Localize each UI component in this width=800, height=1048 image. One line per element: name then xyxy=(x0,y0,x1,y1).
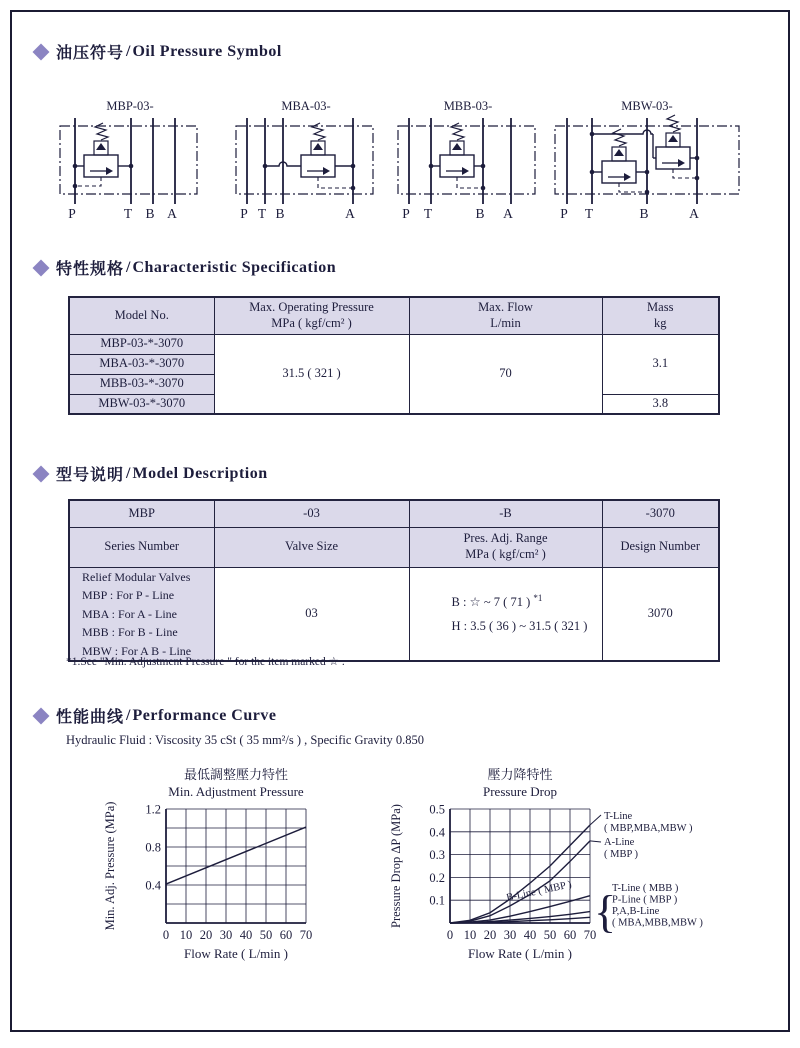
svg-text:40: 40 xyxy=(523,928,537,942)
spec-mass-value-bottom: 3.8 xyxy=(602,394,719,414)
svg-text:20: 20 xyxy=(483,928,497,942)
diamond-icon xyxy=(33,707,50,724)
symbol-mbb xyxy=(393,98,543,224)
spec-header-model: Model No. xyxy=(69,297,214,334)
model-code-size: -03 xyxy=(214,500,409,527)
svg-text:0: 0 xyxy=(446,928,454,942)
range-b-footnote-marker: *1 xyxy=(533,592,543,603)
spec-model-cell: MBB-03-*-3070 xyxy=(69,374,214,394)
section-title-zh: 型号说明 xyxy=(56,467,125,484)
symbol-title-mba: MBA-03- xyxy=(281,99,331,113)
section-header-model-description xyxy=(33,462,268,485)
min-adjustment-pressure-plot xyxy=(100,801,320,973)
section-title-en: Model Description xyxy=(132,464,268,482)
section-header-characteristic-specification xyxy=(33,256,336,279)
svg-text:0.1: 0.1 xyxy=(429,893,445,908)
title-separator: / xyxy=(126,706,131,724)
spec-model-cell: MBA-03-*-3070 xyxy=(69,354,214,374)
hydraulic-symbols-row xyxy=(55,98,765,233)
svg-text:B: B xyxy=(145,206,155,221)
svg-text:Pressure Drop ΔP (MPa): Pressure Drop ΔP (MPa) xyxy=(389,804,403,928)
pressure-drop-plot xyxy=(389,801,782,973)
svg-text:T: T xyxy=(123,206,133,221)
model-code-series: MBP xyxy=(69,500,214,527)
section-header-oil-pressure-symbol xyxy=(33,40,282,63)
section-title-zh: 性能曲线 xyxy=(56,709,125,726)
section-header-performance-curve xyxy=(33,704,276,727)
section-title-en: Oil Pressure Symbol xyxy=(132,42,282,60)
model-label-series: Series Number xyxy=(69,527,214,567)
svg-text:A-Line: A-Line xyxy=(604,837,635,848)
min-adjustment-pressure-chart xyxy=(100,766,320,973)
specification-table xyxy=(68,296,720,415)
range-line-h: H : 3.5 ( 36 ) ~ 31.5 ( 321 ) xyxy=(451,618,588,633)
symbol-title-mbp: MBP-03- xyxy=(106,99,154,113)
chart-titles xyxy=(100,766,320,800)
spec-mass-value-top: 3.1 xyxy=(602,334,719,394)
series-line: MBB : For B - Line xyxy=(82,625,178,640)
svg-text:70: 70 xyxy=(299,928,313,942)
model-code-design: -3070 xyxy=(602,500,719,527)
mba-hydraulic-symbol xyxy=(231,114,381,224)
svg-text:50: 50 xyxy=(543,928,557,942)
chart-title-en: Min. Adjustment Pressure xyxy=(168,784,304,799)
spec-header-mass xyxy=(602,297,719,334)
svg-text:Min. Adj. Pressure (MPa): Min. Adj. Pressure (MPa) xyxy=(103,801,117,931)
range-line-b xyxy=(452,590,598,615)
svg-text:T: T xyxy=(423,206,433,221)
spec-header-pressure-line2: MPa ( kgf/cm² ) xyxy=(271,315,352,330)
svg-text:P: P xyxy=(240,206,248,221)
svg-text:T: T xyxy=(584,206,594,221)
svg-text:10: 10 xyxy=(463,928,477,942)
svg-text:A: A xyxy=(167,206,177,221)
diamond-icon xyxy=(33,259,50,276)
model-range-values xyxy=(409,567,602,661)
svg-text:B-Line ( MBP ): B-Line ( MBP ) xyxy=(505,879,573,904)
diamond-icon xyxy=(33,465,50,482)
hydraulic-fluid-note: Hydraulic Fluid : Viscosity 35 cSt ( 35 mm²/s ) , Specific Gravity 0.850 xyxy=(66,733,424,747)
svg-text:60: 60 xyxy=(279,928,293,942)
svg-text:0.8: 0.8 xyxy=(145,840,161,855)
model-label-range-line1: Pres. Adj. Range xyxy=(463,531,548,546)
symbol-title-mbb: MBB-03- xyxy=(443,99,493,113)
svg-text:P-Line ( MBP ): P-Line ( MBP ) xyxy=(612,894,678,906)
svg-text:60: 60 xyxy=(563,928,577,942)
symbol-mbw xyxy=(547,98,747,224)
svg-text:50: 50 xyxy=(259,928,273,942)
svg-text:P,A,B-Line: P,A,B-Line xyxy=(612,906,660,917)
svg-text:( MBP ): ( MBP ) xyxy=(604,849,639,860)
table-footnote: *1.See "Min. Adjustment Pressure " for the item marked ☆ . xyxy=(66,656,345,668)
section-title-zh: 油压符号 xyxy=(56,45,125,62)
spec-model-cell: MBW-03-*-3070 xyxy=(69,394,214,414)
svg-text:40: 40 xyxy=(239,928,253,942)
spec-header-pressure-line1: Max. Operating Pressure xyxy=(249,300,374,315)
spec-header-flow xyxy=(409,297,602,334)
symbol-mbp xyxy=(55,98,205,224)
model-code-range: -B xyxy=(409,500,602,527)
svg-text:T: T xyxy=(257,206,267,221)
section-title-en: Performance Curve xyxy=(132,706,277,724)
model-series-description xyxy=(69,567,214,661)
title-separator: / xyxy=(126,464,131,482)
svg-text:30: 30 xyxy=(503,928,517,942)
model-label-range xyxy=(409,527,602,567)
svg-text:B: B xyxy=(275,206,285,221)
svg-text:( MBA,MBB,MBW ): ( MBA,MBB,MBW ) xyxy=(612,917,703,929)
chart-title-en: Pressure Drop xyxy=(482,784,557,799)
model-label-size: Valve Size xyxy=(214,527,409,567)
symbol-title-mbw: MBW-03- xyxy=(621,99,673,113)
series-line: MBW : For A B - Line xyxy=(82,643,192,658)
svg-text:0.5: 0.5 xyxy=(429,802,445,817)
series-line: Relief Modular Valves xyxy=(82,569,191,584)
svg-text:0.4: 0.4 xyxy=(145,878,161,893)
section-title-en: Characteristic Specification xyxy=(132,258,337,276)
svg-text:P: P xyxy=(560,206,568,221)
spec-pressure-value: 31.5 ( 321 ) xyxy=(214,334,409,414)
title-separator: / xyxy=(126,258,131,276)
symbol-mba xyxy=(231,98,381,224)
spec-model-cell: MBP-03-*-3070 xyxy=(69,334,214,354)
svg-text:1.2: 1.2 xyxy=(145,802,161,817)
chart-titles xyxy=(392,766,782,800)
svg-text:{: { xyxy=(594,886,617,937)
chart-title-zh: 最低調整壓力特性 xyxy=(183,767,288,782)
spec-header-flow-line1: Max. Flow xyxy=(478,300,533,315)
spec-header-pressure xyxy=(214,297,409,334)
spec-flow-value: 70 xyxy=(409,334,602,414)
svg-text:P: P xyxy=(402,206,410,221)
series-line: MBP : For P - Line xyxy=(82,588,175,603)
model-design-number-value: 3070 xyxy=(602,567,719,661)
range-b-text: B : ☆ ~ 7 ( 71 ) xyxy=(451,594,531,609)
spec-header-mass-line2: kg xyxy=(654,315,667,330)
svg-text:10: 10 xyxy=(179,928,193,942)
model-label-design: Design Number xyxy=(602,527,719,567)
mbb-hydraulic-symbol xyxy=(393,114,543,224)
svg-text:30: 30 xyxy=(219,928,233,942)
diamond-icon xyxy=(33,43,50,60)
model-valve-size-value: 03 xyxy=(214,567,409,661)
spec-header-flow-line2: L/min xyxy=(490,315,521,330)
svg-text:0: 0 xyxy=(162,928,170,942)
svg-text:A: A xyxy=(503,206,513,221)
svg-text:T-Line ( MBB ): T-Line ( MBB ) xyxy=(612,883,679,894)
svg-text:( MBP,MBA,MBW ): ( MBP,MBA,MBW ) xyxy=(604,823,693,834)
mbp-hydraulic-symbol xyxy=(55,114,205,224)
svg-text:70: 70 xyxy=(583,928,597,942)
series-line: MBA : For A - Line xyxy=(82,606,178,621)
svg-text:A: A xyxy=(689,206,699,221)
chart-title-zh: 壓力降特性 xyxy=(487,767,553,782)
svg-text:T-Line: T-Line xyxy=(604,811,633,822)
svg-text:A: A xyxy=(345,206,355,221)
spec-header-mass-line1: Mass xyxy=(647,300,674,315)
svg-text:P: P xyxy=(68,206,76,221)
model-description-table xyxy=(68,499,720,662)
model-label-range-line2: MPa ( kgf/cm² ) xyxy=(465,547,546,561)
section-title-zh: 特性规格 xyxy=(56,261,125,278)
pressure-drop-chart xyxy=(389,766,782,973)
svg-text:Flow Rate ( L/min ): Flow Rate ( L/min ) xyxy=(468,946,572,961)
title-separator: / xyxy=(126,42,131,60)
svg-text:B: B xyxy=(475,206,485,221)
svg-text:Flow Rate ( L/min ): Flow Rate ( L/min ) xyxy=(184,946,288,961)
mbw-hydraulic-symbol xyxy=(547,114,747,224)
svg-text:0.4: 0.4 xyxy=(429,825,445,840)
svg-text:B: B xyxy=(639,206,649,221)
svg-text:0.3: 0.3 xyxy=(429,848,445,863)
svg-text:20: 20 xyxy=(199,928,213,942)
svg-text:0.2: 0.2 xyxy=(429,870,445,885)
